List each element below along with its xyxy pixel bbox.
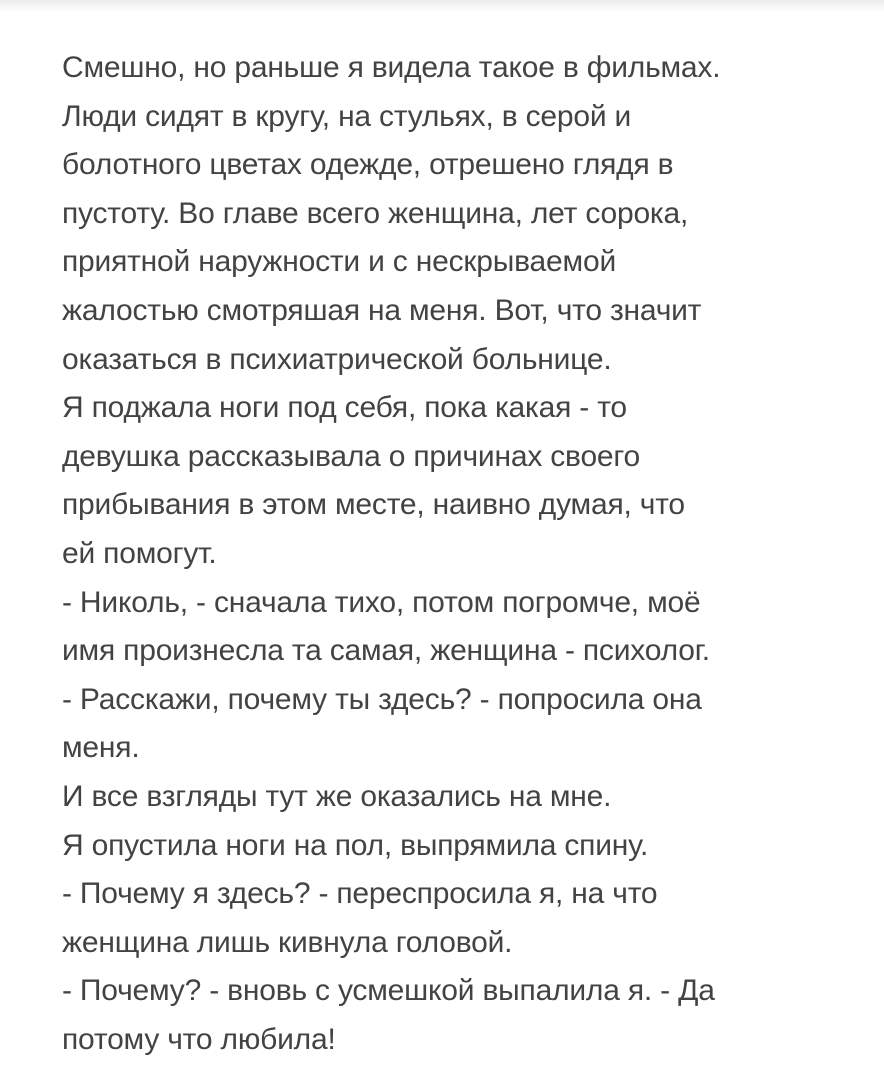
text-line: Я опустила ноги на пол, выпрямила спину. [62, 828, 649, 862]
text-line: пустоту. Во главе всего женщина, лет сорока, [62, 196, 689, 230]
text-line: оказаться в психиатрической больнице. [62, 342, 612, 376]
text-line: имя произнесла та самая, женщина - психолог. [62, 634, 710, 668]
text-line: жалостью смотряшая на меня. Вот, что значит [62, 293, 702, 327]
text-line: И все взгляды тут же оказались на мне. [62, 779, 612, 813]
text-line: девушка рассказывала о причинах своего [62, 439, 640, 473]
story-text [62, 44, 862, 1064]
top-edge-shadow [0, 0, 884, 12]
text-line: меня. [62, 731, 140, 765]
text-line: ей помогут. [62, 536, 217, 570]
text-line: болотного цветах одежде, отрешено глядя в [62, 148, 674, 182]
text-line: приятной наружности и с нескрываемой [62, 245, 616, 279]
text-line: женщина лишь кивнула головой. [62, 925, 513, 959]
text-line: Я поджала ноги под себя, пока какая - то [62, 391, 627, 425]
text-line: прибывания в этом месте, наивно думая, что [62, 488, 685, 522]
text-line: Люди сидят в кругу, на стульях, в серой и [62, 99, 632, 133]
text-line: - Почему я здесь? - переспросила я, на что [62, 877, 658, 911]
text-line: - Почему? - вновь с усмешкой выпалила я. - Да [62, 974, 715, 1008]
text-line: - Расскажи, почему ты здесь? - попросила она [62, 682, 702, 716]
text-line: потому что любила! [62, 1022, 336, 1056]
text-line: Смешно, но раньше я видела такое в фильмах. [62, 51, 721, 84]
text-line: - Николь, - сначала тихо, потом погромче, моё [62, 585, 701, 619]
